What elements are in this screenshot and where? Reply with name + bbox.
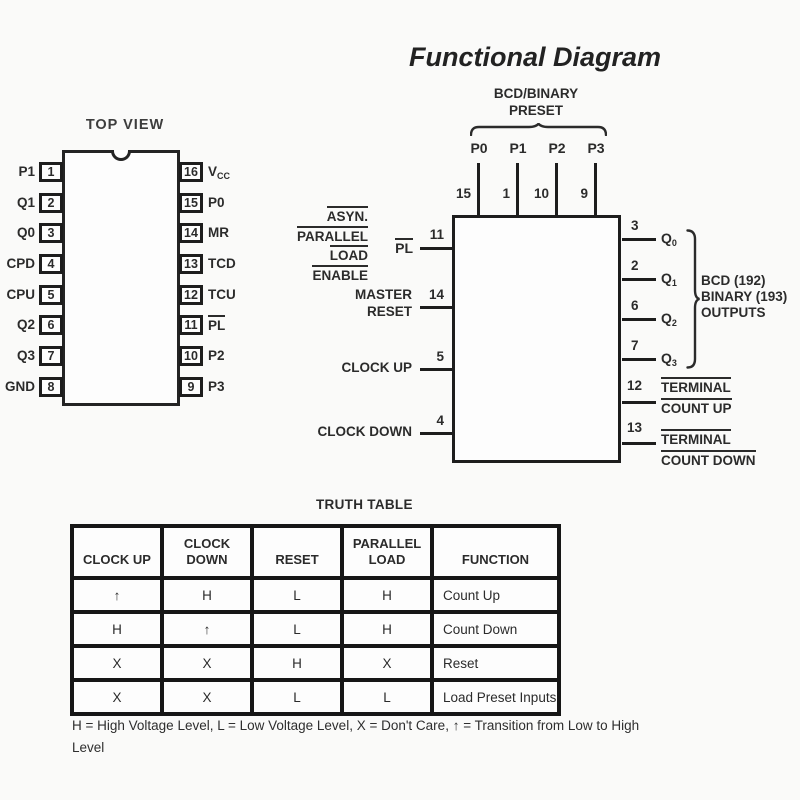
pin-13-number-box: 13 xyxy=(179,254,203,274)
tcu-line-1 xyxy=(661,377,781,398)
truth-cell: ↑ xyxy=(162,612,252,646)
pin-13-label: TCD xyxy=(208,256,236,271)
truth-table-row xyxy=(72,612,559,646)
top-pin-p2-number: 10 xyxy=(533,186,549,201)
clock-down-pin-number: 4 xyxy=(436,413,444,428)
pin-16-number-box: 16 xyxy=(179,162,203,182)
pl-desc-line-3 xyxy=(278,245,368,265)
wire-mr xyxy=(420,306,453,309)
clock-up-label: CLOCK UP xyxy=(341,360,412,375)
terminal-count-down-label xyxy=(661,429,781,471)
top-pin-p2-label: P2 xyxy=(548,140,566,156)
header-load-text: LOAD xyxy=(368,552,406,567)
q2-subscript: 2 xyxy=(671,318,677,328)
pl-desc-line-2 xyxy=(278,226,368,246)
q2-label xyxy=(661,310,677,328)
truth-table-footnote: H = High Voltage Level, L = Low Voltage Level, X = Don't Care, ↑ = Transition from Low to High Level xyxy=(72,718,640,755)
pl-overlined: PL xyxy=(395,240,413,256)
vcc-base: V xyxy=(208,164,218,179)
truth-cell-function: Reset xyxy=(432,646,559,680)
wire-clock-up xyxy=(420,368,453,371)
pin-4-label: CPD xyxy=(6,256,35,271)
pl-description xyxy=(278,206,368,284)
top-pin-p1-label: P1 xyxy=(509,140,527,156)
pin-8-label: GND xyxy=(5,379,35,394)
truth-cell: X xyxy=(72,680,162,714)
pin-6-label: Q2 xyxy=(16,317,35,332)
pl-desc-line-1 xyxy=(278,206,368,226)
tcu-line-2 xyxy=(661,398,781,419)
dip-title: TOP VIEW xyxy=(85,117,165,133)
pin-11-number-box: 11 xyxy=(179,315,203,335)
bcd-192-line: BCD (192) xyxy=(701,273,766,288)
tcd-line-1 xyxy=(661,429,781,450)
pin-5-number-box: 5 xyxy=(39,285,63,305)
header-reset-text: RESET xyxy=(275,552,319,567)
q1-base: Q xyxy=(661,270,672,286)
wire-p3 xyxy=(594,163,597,216)
pin-2-label: Q1 xyxy=(16,195,35,210)
q0-subscript: 0 xyxy=(671,238,677,248)
top-pin-p3-label: P3 xyxy=(587,140,605,156)
wire-tcd xyxy=(622,442,656,445)
header-parallel-load xyxy=(342,526,432,578)
truth-cell: ↑ xyxy=(72,578,162,612)
terminal-up-overlined: TERMINAL xyxy=(661,377,731,395)
pin-8-number-box: 8 xyxy=(39,377,63,397)
wire-q0 xyxy=(622,238,656,241)
tcd-line-2 xyxy=(661,450,781,471)
parallel-overlined: PARALLEL xyxy=(297,226,368,244)
functional-diagram-title: Functional Diagram xyxy=(408,42,662,72)
truth-cell: L xyxy=(342,680,432,714)
pin-14-number-box: 14 xyxy=(179,223,203,243)
reset-line: RESET xyxy=(366,303,412,319)
pin-1-number-box: 1 xyxy=(39,162,63,182)
binary-193-line: BINARY (193) xyxy=(701,289,788,304)
header-clock-up-text: CLOCK UP xyxy=(83,552,151,567)
header-clock-up xyxy=(72,526,162,578)
pl-desc-line-4 xyxy=(278,265,368,285)
outputs-brace-icon xyxy=(686,229,701,369)
pin-5-label: CPU xyxy=(6,287,35,302)
pin-3-number-box: 3 xyxy=(39,223,63,243)
q3-pin-number: 7 xyxy=(631,338,639,353)
truth-cell-function: Count Up xyxy=(432,578,559,612)
q2-base: Q xyxy=(661,310,672,326)
tcd-pin-number: 13 xyxy=(627,420,643,435)
truth-cell: H xyxy=(342,612,432,646)
pin-12-label: TCU xyxy=(208,287,236,302)
pin-6-number-box: 6 xyxy=(39,315,63,335)
truth-cell-function: Count Down xyxy=(432,612,559,646)
q0-base: Q xyxy=(661,230,672,246)
asyn-overlined: ASYN. xyxy=(327,206,368,224)
q1-label xyxy=(661,270,677,288)
wire-pl xyxy=(420,247,453,250)
tcu-pin-number: 12 xyxy=(627,378,643,393)
truth-table-row xyxy=(72,646,559,680)
q0-pin-number: 3 xyxy=(631,218,639,233)
clock-down-label: CLOCK DOWN xyxy=(317,424,412,439)
pin-10-label: P2 xyxy=(208,348,225,363)
truth-table xyxy=(70,524,561,716)
pin-12-number-box: 12 xyxy=(179,285,203,305)
truth-table-section xyxy=(0,480,800,800)
truth-cell: X xyxy=(162,680,252,714)
header-function xyxy=(432,526,559,578)
wire-clock-down xyxy=(420,432,453,435)
header-down-text: DOWN xyxy=(186,552,228,567)
q3-subscript: 3 xyxy=(671,358,677,368)
counter-block xyxy=(452,215,621,463)
pin-15-number-box: 15 xyxy=(179,193,203,213)
pin-2-number-box: 2 xyxy=(39,193,63,213)
pin-9-number-box: 9 xyxy=(179,377,203,397)
header-reset xyxy=(252,526,342,578)
master-reset-label xyxy=(312,287,412,320)
pin-1-label: P1 xyxy=(18,164,35,179)
preset-brace-icon xyxy=(470,123,607,136)
terminal-down-overlined: TERMINAL xyxy=(661,429,731,447)
truth-table-row xyxy=(72,680,559,714)
pl-overlined-label: PL xyxy=(208,315,225,333)
q1-subscript: 1 xyxy=(671,278,677,288)
pin-3-label: Q0 xyxy=(16,225,35,240)
wire-q3 xyxy=(622,358,656,361)
pl-pin-label xyxy=(373,238,413,257)
pin-9-label: P3 xyxy=(208,379,225,394)
count-up-overlined: COUNT UP xyxy=(661,398,732,416)
header-parallel-text: PARALLEL xyxy=(352,536,422,551)
truth-cell: L xyxy=(252,612,342,646)
wire-q2 xyxy=(622,318,656,321)
pl-pin-number: 11 xyxy=(429,227,444,242)
truth-table-title: TRUTH TABLE xyxy=(316,497,413,512)
top-pin-p1-number: 1 xyxy=(502,186,510,201)
truth-cell: X xyxy=(72,646,162,680)
top-pin-p0-label: P0 xyxy=(470,140,488,156)
enable-overlined: ENABLE xyxy=(312,265,368,283)
truth-cell: X xyxy=(342,646,432,680)
truth-table-header-row xyxy=(72,526,559,578)
pin-4-number-box: 4 xyxy=(39,254,63,274)
mr-pin-number: 14 xyxy=(428,287,444,302)
truth-cell: X xyxy=(162,646,252,680)
top-pin-p0-number: 15 xyxy=(455,186,471,201)
q3-base: Q xyxy=(661,350,672,366)
pin-14-label: MR xyxy=(208,225,229,240)
outputs-line: OUTPUTS xyxy=(701,305,766,320)
wire-q1 xyxy=(622,278,656,281)
truth-cell: H xyxy=(72,612,162,646)
preset-label-line1: BCD/BINARY xyxy=(493,86,579,101)
terminal-count-up-label xyxy=(661,377,781,419)
pin-10-number-box: 10 xyxy=(179,346,203,366)
clock-up-pin-number: 5 xyxy=(436,349,444,364)
truth-cell-function: Load Preset Inputs xyxy=(432,680,559,714)
pin-7-number-box: 7 xyxy=(39,346,63,366)
truth-cell: H xyxy=(252,646,342,680)
preset-label-line2: PRESET xyxy=(508,103,563,118)
outputs-brace-label xyxy=(701,273,800,321)
truth-cell: H xyxy=(342,578,432,612)
truth-cell: L xyxy=(252,680,342,714)
header-clock-text: CLOCK xyxy=(183,536,231,551)
truth-cell: H xyxy=(162,578,252,612)
pin-7-label: Q3 xyxy=(16,348,35,363)
vcc-subscript: CC xyxy=(217,171,231,181)
load-overlined: LOAD xyxy=(330,245,368,263)
pin-15-label: P0 xyxy=(208,195,225,210)
q3-label xyxy=(661,350,677,368)
count-down-overlined: COUNT DOWN xyxy=(661,450,756,468)
header-function-text: FUNCTION xyxy=(461,552,530,567)
truth-cell: L xyxy=(252,578,342,612)
q2-pin-number: 6 xyxy=(631,298,639,313)
truth-table-row xyxy=(72,578,559,612)
master-line: MASTER xyxy=(355,287,412,302)
q1-pin-number: 2 xyxy=(631,258,639,273)
header-clock-down xyxy=(162,526,252,578)
top-pin-p3-number: 9 xyxy=(580,186,588,201)
wire-tcu xyxy=(622,401,656,404)
q0-label xyxy=(661,230,677,248)
